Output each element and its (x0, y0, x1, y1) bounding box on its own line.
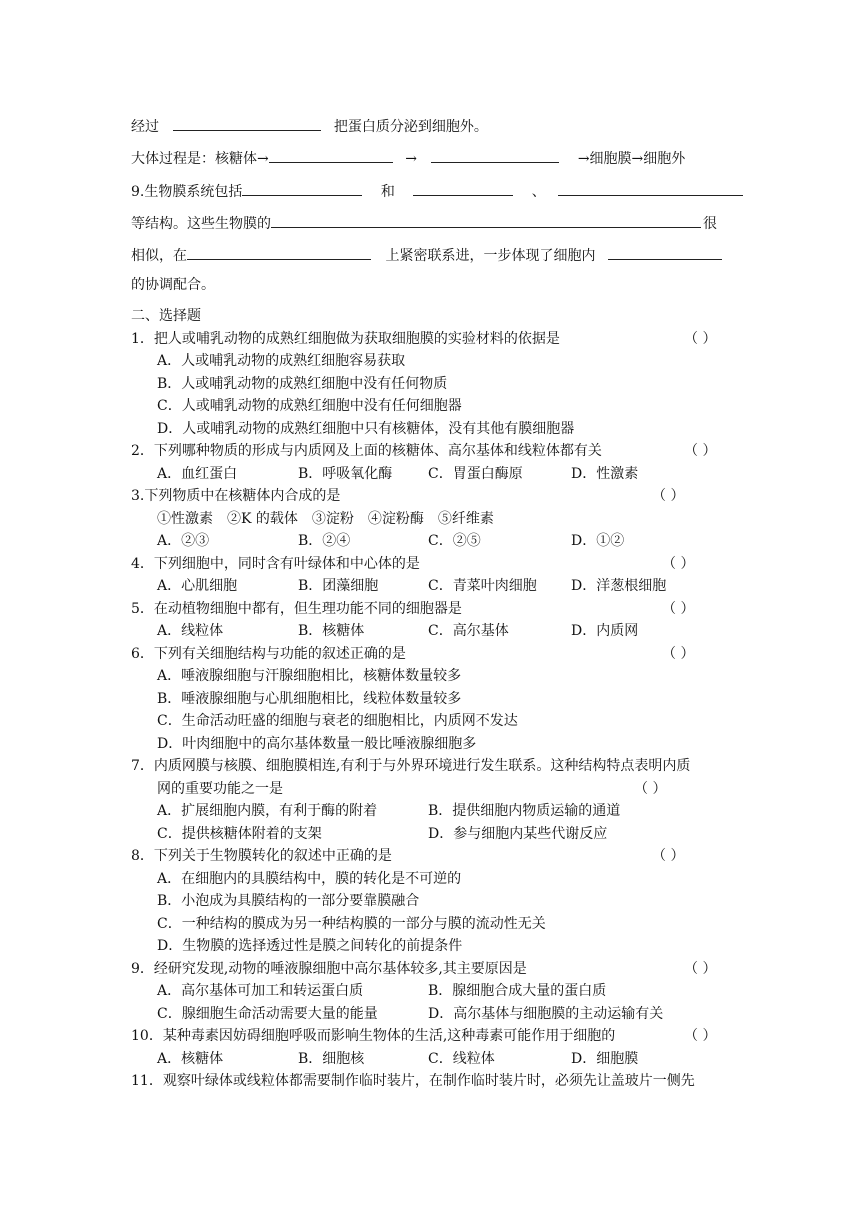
section-heading: 二、选择题 (131, 308, 201, 324)
answer-paren[interactable]: （ ） (684, 961, 717, 977)
answer-blank[interactable] (187, 245, 371, 260)
question-7: 7．内质网膜与核膜、细胞膜相连,有利于与外界环境进行发生联系。这种结构特点表明内质 (131, 758, 691, 774)
option-c[interactable]: C．高尔基体 (428, 623, 509, 639)
answer-paren[interactable]: （ ） (652, 488, 685, 504)
option-a[interactable]: A．扩展细胞内膜，有利于酶的附着 (157, 803, 378, 819)
option-c[interactable]: C．一种结构的膜成为另一种结构膜的一部分与膜的流动性无关 (157, 916, 546, 932)
fill-line-3: 9.生物膜系统包括 和 、 (131, 181, 743, 202)
option-a[interactable]: A．血红蛋白 (157, 466, 238, 482)
fill-line-6: 的协调配合。 (131, 277, 215, 293)
option-d[interactable]: D．性激素 (571, 466, 639, 482)
option-d[interactable]: D．人或哺乳动物的成熟红细胞中只有核糖体，没有其他有膜细胞器 (157, 421, 575, 437)
option-d[interactable]: D．参与细胞内某些代谢反应 (428, 826, 608, 842)
question-2: 2．下列哪种物质的形成与内质网及上面的核糖体、高尔基体和线粒体都有关 (131, 443, 602, 459)
question-9: 9．经研究发现,动物的唾液腺细胞中高尔基体较多,其主要原因是 (131, 961, 527, 977)
option-c[interactable]: C．②⑤ (428, 533, 481, 549)
answer-paren[interactable]: （ ） (684, 443, 717, 459)
question-10: 10．某种毒素因妨碍细胞呼吸而影响生物体的生活,这种毒素可能作用于细胞的 (131, 1028, 616, 1044)
option-b[interactable]: B．呼吸氧化酶 (298, 466, 393, 482)
option-d[interactable]: D．叶肉细胞中的高尔基体数量一般比唾液腺细胞多 (157, 736, 477, 752)
option-d[interactable]: D．细胞膜 (571, 1051, 639, 1067)
option-a[interactable]: A．线粒体 (157, 623, 224, 639)
option-a[interactable]: A．人或哺乳动物的成熟红细胞容易获取 (157, 353, 406, 369)
question-3: 3.下列物质中在核糖体内合成的是 (131, 488, 341, 504)
answer-blank[interactable] (413, 181, 513, 196)
option-b[interactable]: B．唾液腺细胞与心肌细胞相比，线粒体数量较多 (157, 691, 462, 707)
option-a[interactable]: A．高尔基体可加工和转运蛋白质 (157, 983, 364, 999)
option-d[interactable]: D．①② (571, 533, 625, 549)
option-c[interactable]: C．提供核糖体附着的支架 (157, 826, 322, 842)
option-d[interactable]: D．内质网 (571, 623, 639, 639)
option-a[interactable]: A．核糖体 (157, 1051, 224, 1067)
option-b[interactable]: B．小泡成为具膜结构的一部分要靠膜融合 (157, 893, 420, 909)
answer-blank[interactable] (558, 181, 743, 196)
answer-blank[interactable] (431, 148, 559, 163)
answer-paren[interactable]: （ ） (652, 848, 685, 864)
question-4: 4．下列细胞中，同时含有叶绿体和中心体的是 (131, 556, 420, 572)
option-c[interactable]: C．青菜叶肉细胞 (428, 578, 537, 594)
fill-line-5: 相似，在 上紧密联系进，一步体现了细胞内 (131, 245, 722, 266)
answer-blank[interactable] (608, 245, 722, 260)
option-b[interactable]: B．提供细胞内物质运输的通道 (428, 803, 621, 819)
option-a[interactable]: A．②③ (157, 533, 210, 549)
option-c[interactable]: C．胃蛋白酶原 (428, 466, 523, 482)
question-3-items: ①性激素 ②K 的载体 ③淀粉 ④淀粉酶 ⑤纤维素 (157, 511, 494, 527)
answer-blank[interactable] (269, 148, 393, 163)
question-1: 1．把人或哺乳动物的成熟红细胞做为获取细胞膜的实验材料的依据是 (131, 331, 560, 347)
answer-paren[interactable]: （ ） (684, 1028, 717, 1044)
option-c[interactable]: C．人或哺乳动物的成熟红细胞中没有任何细胞器 (157, 398, 462, 414)
question-11: 11．观察叶绿体或线粒体都需要制作临时装片，在制作临时装片时，必须先让盖玻片一侧先 (131, 1073, 695, 1089)
answer-paren[interactable]: （ ） (634, 781, 667, 797)
option-b[interactable]: B．团藻细胞 (298, 578, 379, 594)
option-b[interactable]: B．②④ (298, 533, 351, 549)
option-c[interactable]: C．生命活动旺盛的细胞与衰老的细胞相比，内质网不发达 (157, 713, 518, 729)
answer-paren[interactable]: （ ） (662, 601, 695, 617)
option-b[interactable]: B．核糖体 (298, 623, 365, 639)
fill-line-1: 经过 把蛋白质分泌到细胞外。 (131, 116, 488, 137)
option-a[interactable]: A．心肌细胞 (157, 578, 238, 594)
option-a[interactable]: A．在细胞内的具膜结构中，膜的转化是不可逆的 (157, 871, 462, 887)
option-c[interactable]: C．腺细胞生命活动需要大量的能量 (157, 1006, 378, 1022)
option-b[interactable]: B．腺细胞合成大量的蛋白质 (428, 983, 607, 999)
question-8: 8．下列关于生物膜转化的叙述中正确的是 (131, 848, 392, 864)
option-a[interactable]: A．唾液腺细胞与汗腺细胞相比，核糖体数量较多 (157, 668, 462, 684)
question-6: 6．下列有关细胞结构与功能的叙述正确的是 (131, 646, 406, 662)
answer-blank[interactable] (271, 213, 701, 228)
option-b[interactable]: B．细胞核 (298, 1051, 365, 1067)
answer-paren[interactable]: （ ） (684, 331, 717, 347)
option-d[interactable]: D．洋葱根细胞 (571, 578, 667, 594)
answer-paren[interactable]: （ ） (662, 556, 695, 572)
answer-blank[interactable] (173, 116, 321, 131)
option-d[interactable]: D．高尔基体与细胞膜的主动运输有关 (428, 1006, 664, 1022)
fill-line-2: 大体过程是：核糖体→ → →细胞膜→细胞外 (131, 148, 685, 169)
answer-blank[interactable] (242, 181, 362, 196)
fill-line-4: 等结构。这些生物膜的 很 (131, 213, 717, 234)
option-d[interactable]: D．生物膜的选择透过性是膜之间转化的前提条件 (157, 938, 463, 954)
option-c[interactable]: C．线粒体 (428, 1051, 495, 1067)
answer-paren[interactable]: （ ） (662, 646, 695, 662)
question-5: 5．在动植物细胞中都有，但生理功能不同的细胞器是 (131, 601, 462, 617)
question-7-continued: 网的重要功能之一是 (157, 781, 283, 797)
option-b[interactable]: B．人或哺乳动物的成熟红细胞中没有任何物质 (157, 376, 448, 392)
